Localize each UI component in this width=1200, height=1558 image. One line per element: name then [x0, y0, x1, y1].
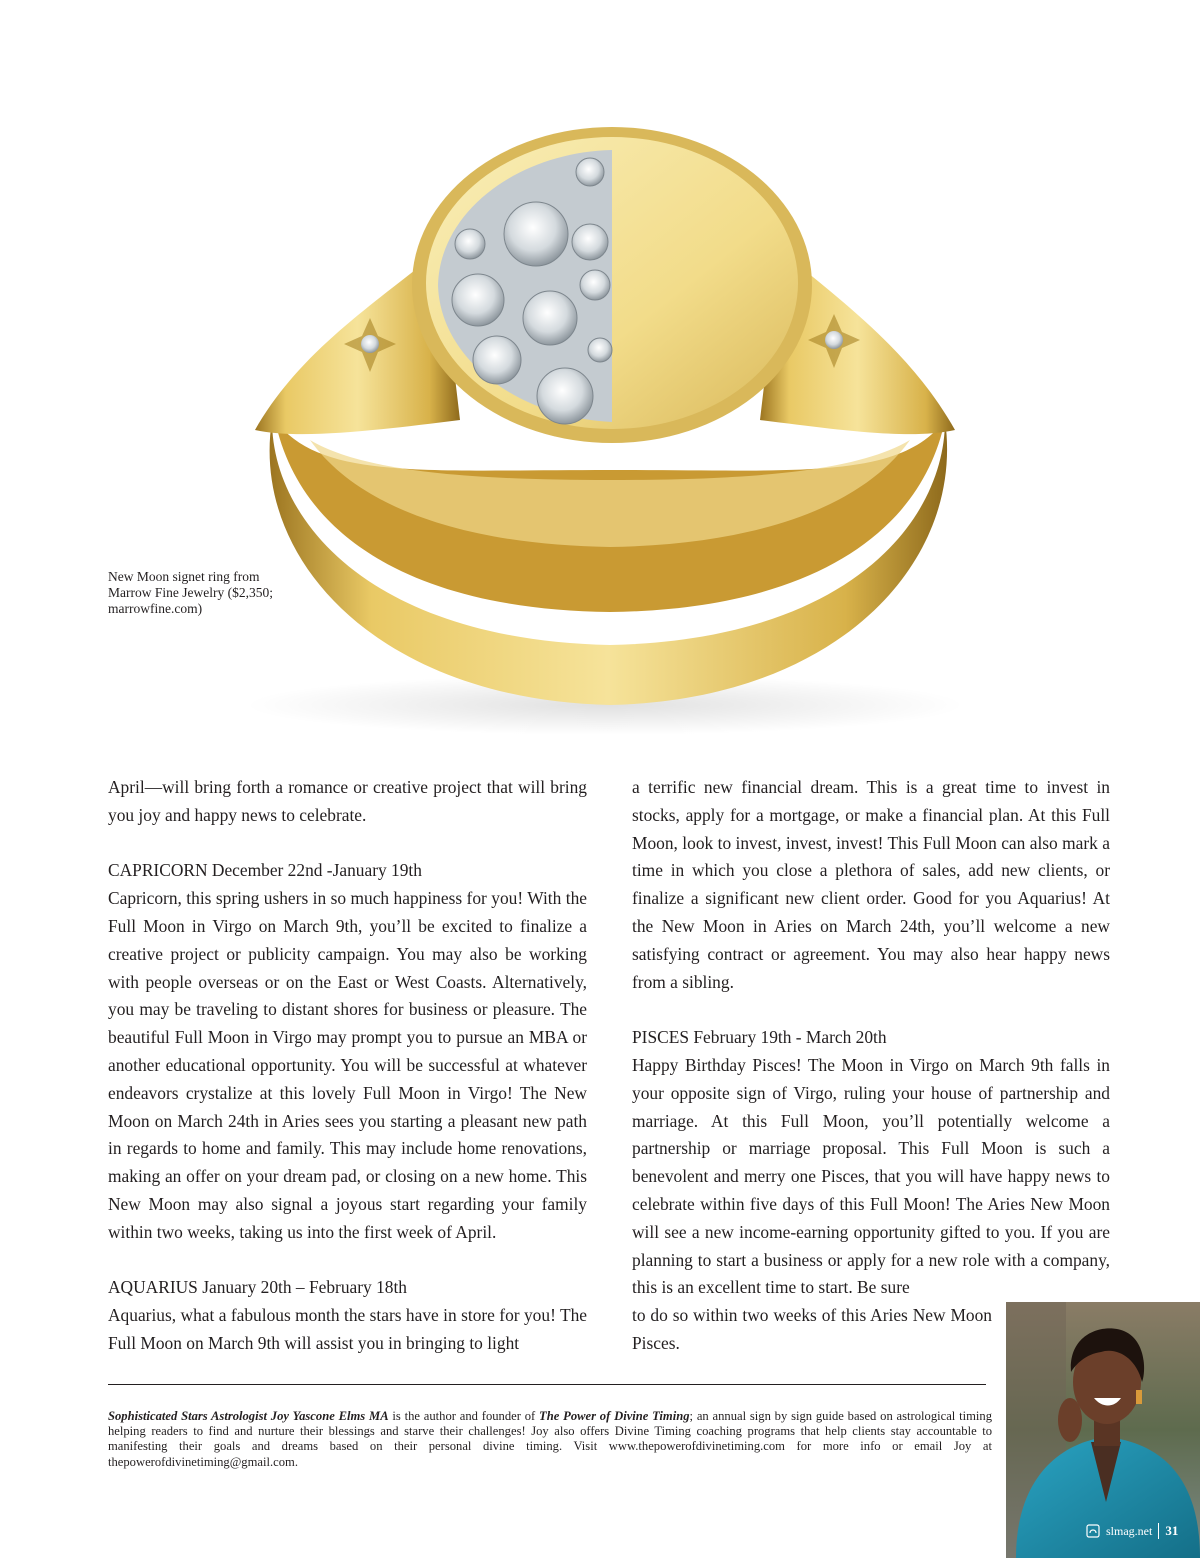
bio-book-title: The Power of Divine Timing: [539, 1409, 690, 1423]
aquarius-continued-paragraph: a terrific new financial dream. This is a great time to invest in stocks, apply for a mortgage, or make a financial plan. At this Full Moon, look to invest, invest, invest! This Full Moon can also mark a time in which you close a plethora of sales, add new clients, or finalize a significant new client order. Good for you Aquarius! At the New Moon in Aries on March 24th, you’ll welcome a new satisfying contract or agreement. You may also hear happy news from a sibling.: [632, 777, 1110, 992]
site-url[interactable]: slmag.net: [1106, 1523, 1153, 1538]
left-column: [108, 774, 587, 1358]
page-number: 31: [1158, 1523, 1178, 1539]
ring-photo: [0, 0, 1200, 760]
bio-author: Sophisticated Stars Astrologist Joy Yascone Elms MA: [108, 1409, 389, 1423]
bio-text: ; an annual sign by sign guide based on astrological timing helping readers to find and nurture their blessings and starve their challenges! Joy also offers Divine Timing coaching programs that help clients stay accountable to manifesting their goals and dreams based on their personal divine timing. Visit www.thepowerofdivinetiming.com for more info or email Joy at thepowerofdivinetiming@gmail.com.: [108, 1409, 992, 1469]
pisces-heading: PISCES February 19th - March 20th: [632, 1027, 887, 1048]
caption-line: Marrow Fine Jewelry ($2,350;: [108, 585, 273, 600]
ring-caption: [108, 569, 308, 617]
bio-text: is the author and founder of: [388, 1409, 540, 1423]
capricorn-paragraph: Capricorn, this spring ushers in so much happiness for you! With the Full Moon in Virgo on March 9th, you’ll be excited to finalize a creative project or publicity campaign. You may also be working with people overseas or on the East or West Coasts. Alternatively, you may be traveling to distant shores for business or pleasure. The beautiful Full Moon in Virgo may prompt you to pursue an MBA or another educational opportunity. You will be successful at whatever endeavors crystalize at this lovely Full Moon in Virgo! The New Moon on March 24th in Aries sees you starting a pleasant new path in regards to home and family. This may include home renovations, making an offer on your dream pad, or closing on a new home. This New Moon may also signal a joyous start regarding your family within two weeks, taking us into the first week of April.: [108, 888, 587, 1242]
aquarius-heading: AQUARIUS January 20th – February 18th: [108, 1277, 407, 1298]
caption-line: New Moon signet ring from: [108, 569, 260, 584]
page-footer: [1086, 1520, 1178, 1542]
capricorn-heading: CAPRICORN December 22nd -January 19th: [108, 860, 422, 881]
pisces-paragraph: Happy Birthday Pisces! The Moon in Virgo on March 9th falls in your opposite sign of Virgo, ruling your house of partnership and marriage. At this Full Moon, you’ll potentially welcome a partnership or marriage proposal. This Full Moon is such a benevolent and merry one Pisces, that you will have happy news to celebrate within five days of this Full Moon! The Aries New Moon will see a new income-earning opportunity gifted to you. If you are planning to start a business or apply for a new role with a company, this is an excellent time to start. Be sure: [632, 1054, 1110, 1298]
slmag-logo-icon: [1086, 1524, 1100, 1538]
caption-line: marrowfine.com): [108, 601, 203, 616]
author-bio: [108, 1409, 992, 1470]
right-column: [632, 774, 1110, 1358]
signet-ring-image: [0, 0, 1200, 760]
pisces-paragraph-end: to do so within two weeks of this Aries New Moon Pisces.: [632, 1305, 992, 1353]
intro-paragraph: April—will bring forth a romance or creative project that will bring you joy and happy news to celebrate.: [108, 777, 587, 825]
aquarius-paragraph: Aquarius, what a fabulous month the stars have in store for you! The Full Moon on March 9th will assist you in bringing to light: [108, 1305, 587, 1353]
divider-rule: [108, 1384, 986, 1385]
